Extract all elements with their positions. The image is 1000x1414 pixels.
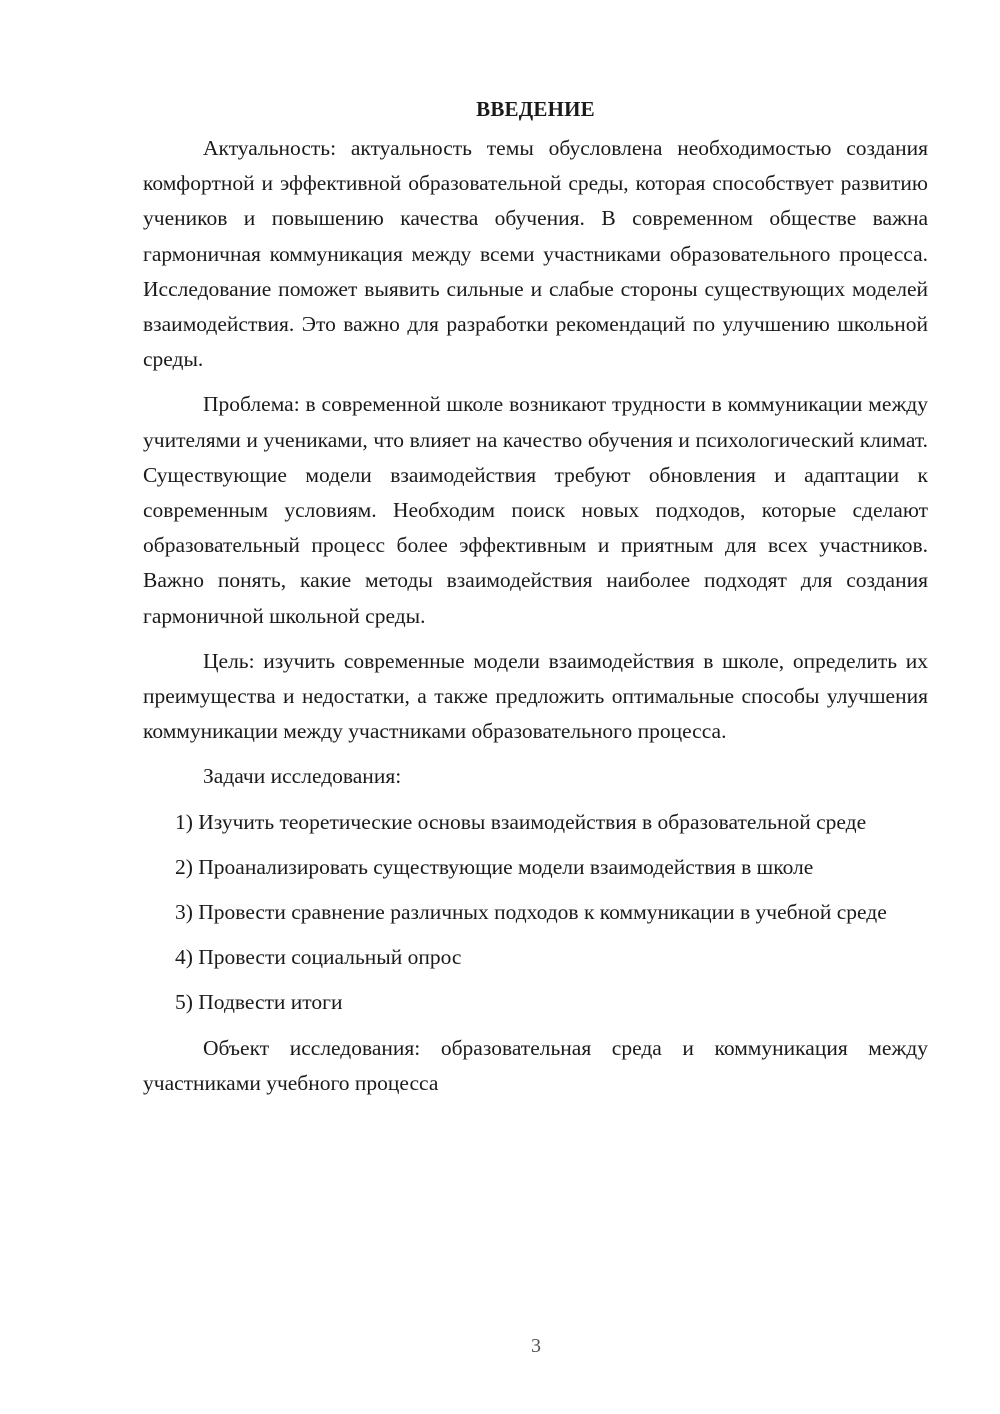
object-paragraph: Объект исследования: образовательная среда и коммуникация между участниками учебного процесса <box>143 1035 928 1095</box>
task-item: 3) Провести сравнение различных подходов к коммуникации в учебной среде <box>175 900 887 925</box>
goal-paragraph: Цель: изучить современные модели взаимодействия в школе, определить их преимущества и недостатки, а также предложить оптимальные способы улучшения коммуникации между участниками образовательного процесса. <box>143 648 928 744</box>
page-content <box>143 92 928 1111</box>
problem-paragraph: Проблема: в современной школе возникают трудности в коммуникации между учителями и учениками, что влияет на качество обучения и психологический климат. Существующие модели взаимодействия требуют обновления и адаптации к современным условиям. Необходим поиск новых подходов, которые сделают образовательный процесс более эффективным и приятным для всех участников. Важно понять, какие методы взаимодействия наиболее подходят для создания гармоничной школьной среды. <box>143 392 928 628</box>
page-number: 3 <box>531 1335 541 1357</box>
page-title: ВВЕДЕНИЕ <box>476 97 595 121</box>
task-item: 5) Подвести итоги <box>175 990 343 1015</box>
tasks-heading: Задачи исследования: <box>203 764 402 789</box>
task-item: 4) Провести социальный опрос <box>175 945 462 970</box>
task-item: 1) Изучить теоретические основы взаимодействия в образовательной среде <box>175 809 867 834</box>
relevance-paragraph: Актуальность: актуальность темы обусловлена необходимостью создания комфортной и эффективной образовательной среды, которая способствует развитию учеников и повышению качества обучения. В современном обществе важна гармоничная коммуникация между всеми участниками образовательного процесса. Исследование поможет выявить сильные и слабые стороны существующих моделей взаимодействия. Это важно для разработки рекомендаций по улучшению школьной среды. <box>143 136 928 372</box>
task-item: 2) Проанализировать существующие модели взаимодействия в школе <box>175 854 814 879</box>
